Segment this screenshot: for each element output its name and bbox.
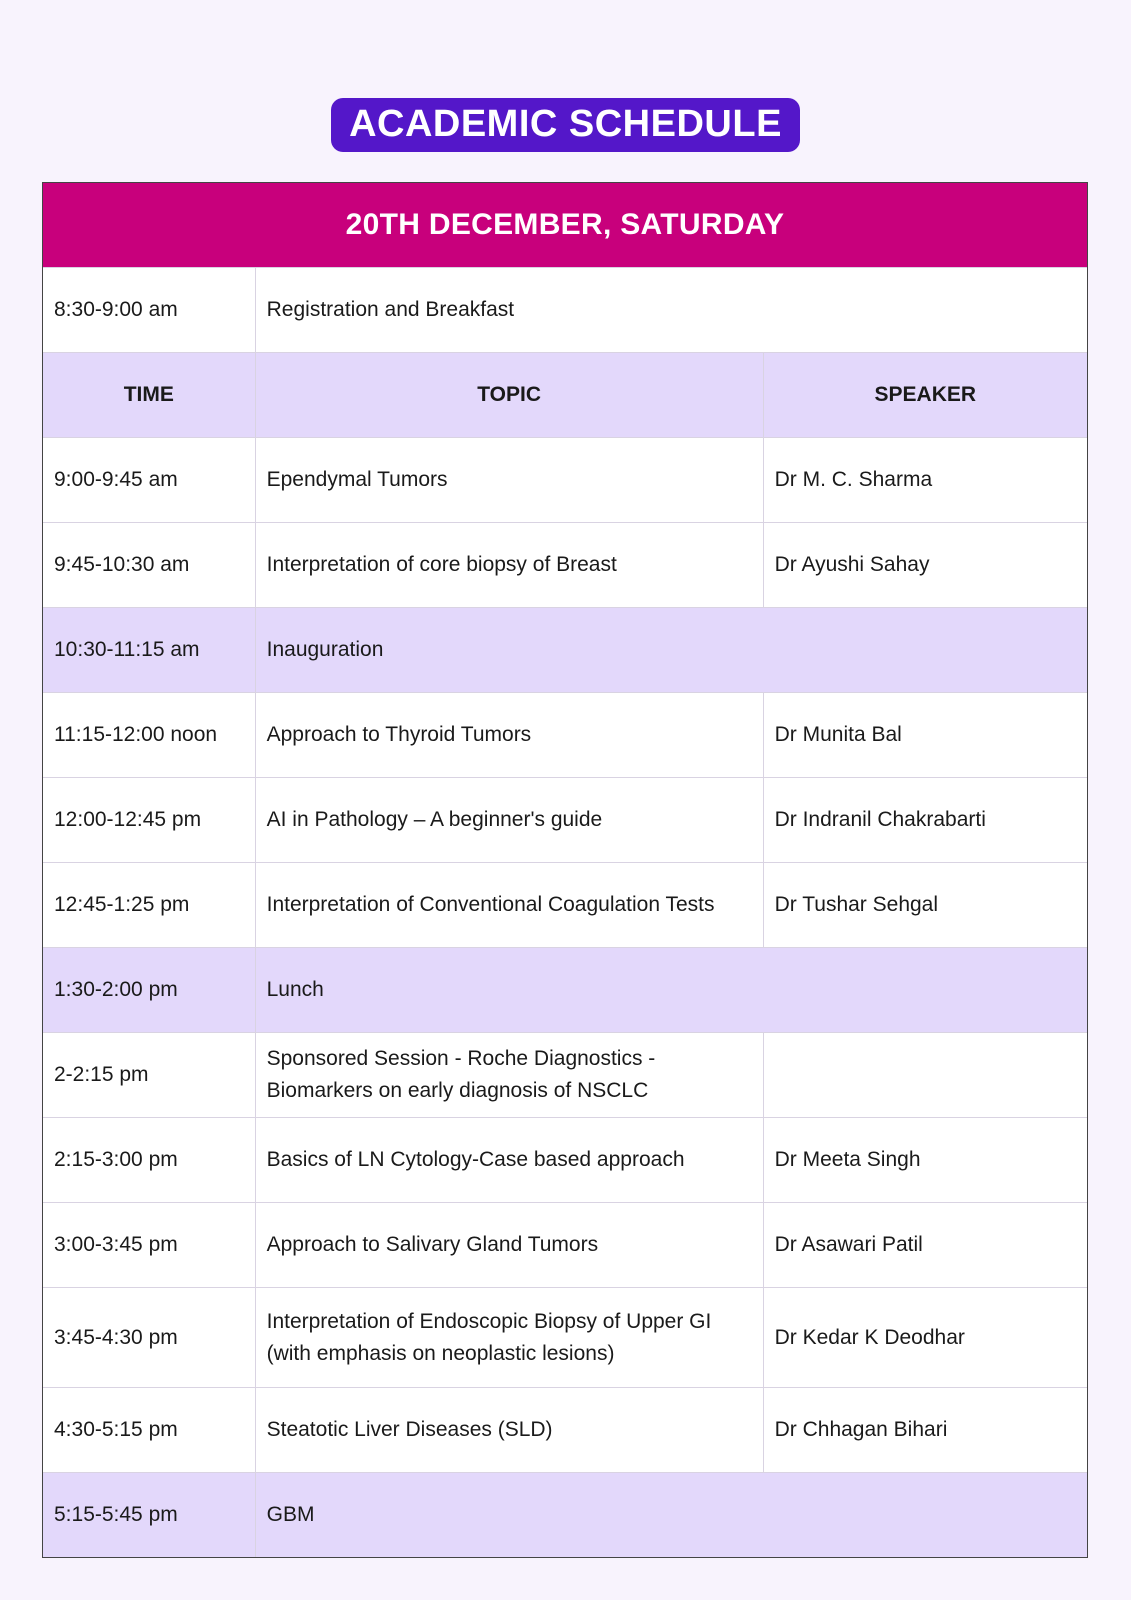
topic-cell: GBM [266,1503,315,1526]
time-cell: 2:15-3:00 pm [43,1118,256,1202]
title-container [0,98,1131,152]
column-header-row [43,352,1087,437]
speaker-cell: Dr Tushar Sehgal [774,893,939,916]
table-row [43,1387,1087,1472]
topic-cell: Interpretation of core biopsy of Breast [256,523,764,607]
topic-cell: Steatotic Liver Diseases (SLD) [256,1388,764,1472]
time-cell: 10:30-11:15 am [43,608,256,692]
table-row [43,607,1087,692]
time-cell: 9:00-9:45 am [43,438,256,522]
speaker-cell: Dr Chhagan Bihari [774,1418,948,1441]
page-title: ACADEMIC SCHEDULE [331,98,800,152]
time-cell: 12:45-1:25 pm [43,863,256,947]
topic-cell: Inauguration [266,638,384,661]
topic-cell: Basics of LN Cytology-Case based approach [256,1118,764,1202]
topic-cell: Registration and Breakfast [266,298,515,321]
speaker-cell [764,1033,1087,1117]
topic-cell: Sponsored Session - Roche Diagnostics - Biomarkers on early diagnosis of NSCLC [256,1033,764,1117]
time-cell: 3:45-4:30 pm [43,1288,256,1387]
table-row [43,522,1087,607]
table-row [43,1472,1087,1557]
time-cell: 1:30-2:00 pm [43,948,256,1032]
time-cell: 5:15-5:45 pm [43,1473,256,1557]
column-header-speaker: SPEAKER [874,383,977,406]
table-row [43,862,1087,947]
time-cell: 2-2:15 pm [43,1033,256,1117]
topic-cell: Ependymal Tumors [256,438,764,522]
time-cell: 11:15-12:00 noon [43,693,256,777]
time-cell: 12:00-12:45 pm [43,778,256,862]
topic-cell: AI in Pathology – A beginner's guide [256,778,764,862]
topic-cell: Approach to Thyroid Tumors [256,693,764,777]
column-header-topic: TOPIC [256,353,764,437]
speaker-cell: Dr Meeta Singh [774,1148,921,1171]
table-row [43,777,1087,862]
table-row [43,692,1087,777]
topic-cell: Interpretation of Endoscopic Biopsy of Upper GI (with emphasis on neoplastic lesions) [256,1288,764,1387]
speaker-cell: Dr Kedar K Deodhar [774,1325,965,1349]
table-row [43,437,1087,522]
topic-cell: Approach to Salivary Gland Tumors [256,1203,764,1287]
topic-cell: Interpretation of Conventional Coagulation Tests [256,863,764,947]
speaker-cell: Dr Munita Bal [774,723,902,746]
date-header: 20TH DECEMBER, SATURDAY [43,183,1087,267]
time-cell: 4:30-5:15 pm [43,1388,256,1472]
time-cell: 9:45-10:30 am [43,523,256,607]
time-cell: 3:00-3:45 pm [43,1203,256,1287]
speaker-cell: Dr Indranil Chakrabarti [774,808,986,831]
column-header-time: TIME [43,353,256,437]
table-row [43,1117,1087,1202]
speaker-cell: Dr Asawari Patil [774,1233,923,1256]
time-cell: 8:30-9:00 am [43,268,256,352]
table-row [43,1287,1087,1387]
schedule-table [42,182,1088,1558]
table-row [43,1032,1087,1117]
speaker-cell: Dr Ayushi Sahay [774,553,930,576]
topic-cell: Lunch [266,978,324,1001]
registration-row [43,267,1087,352]
speaker-cell: Dr M. C. Sharma [774,468,933,491]
table-row [43,947,1087,1032]
table-row [43,1202,1087,1287]
